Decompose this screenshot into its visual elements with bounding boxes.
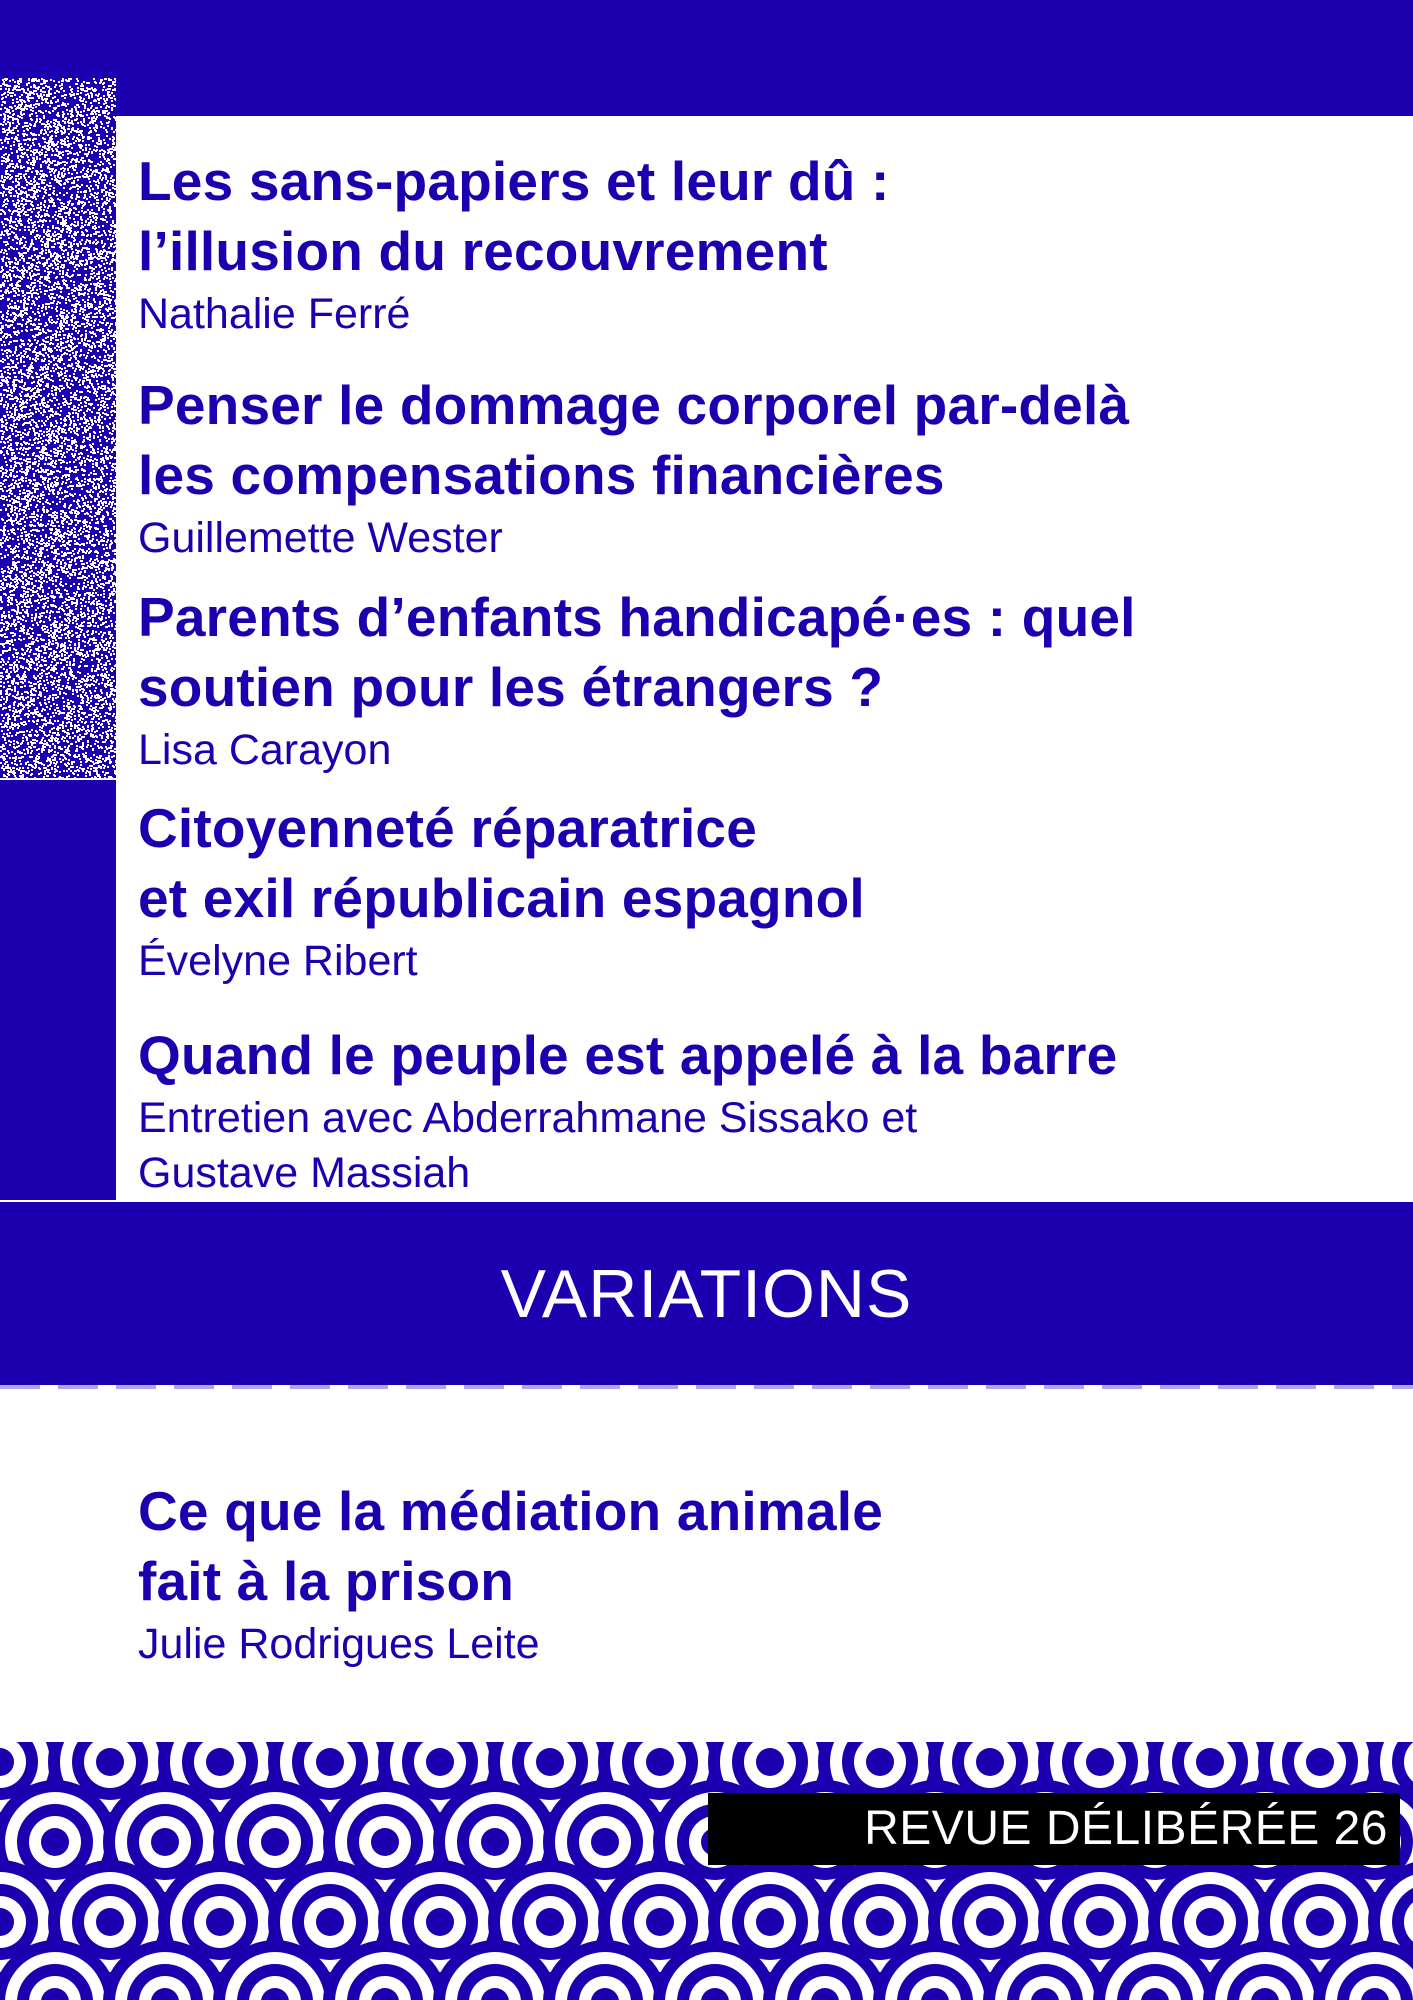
issue-label: REVUE DÉLIBÉRÉE 26 — [708, 1793, 1400, 1865]
noise-texture-strip — [0, 78, 116, 778]
article-title: Quand le peuple est appelé à la barre — [138, 1024, 1118, 1086]
article-author: Lisa Carayon — [138, 726, 392, 774]
article-title: Ce que la médiation animale fait à la prison — [138, 1480, 884, 1612]
article-author: Nathalie Ferré — [138, 290, 411, 338]
variation-article[interactable] — [138, 1476, 1338, 1672]
article-4[interactable] — [138, 793, 1338, 989]
section-band — [0, 1202, 1413, 1385]
section-label: VARIATIONS — [500, 1256, 913, 1332]
article-title: Penser le dommage corporel par-delà les compensations financières — [138, 374, 1130, 506]
left-blue-strip — [0, 780, 116, 1200]
article-2[interactable] — [138, 370, 1338, 566]
article-author: Entretien avec Abderrahmane Sissako et Gustave Massiah — [138, 1094, 918, 1197]
article-1[interactable] — [138, 146, 1338, 342]
article-author: Évelyne Ribert — [138, 937, 418, 985]
article-author: Guillemette Wester — [138, 514, 503, 562]
band-edge-texture — [0, 1385, 1413, 1389]
article-3[interactable] — [138, 582, 1338, 778]
top-blue-band — [0, 0, 1413, 116]
article-5[interactable] — [138, 1020, 1338, 1201]
article-title: Les sans-papiers et leur dû : l’illusion du recouvrement — [138, 150, 890, 282]
article-title: Citoyenneté réparatrice et exil républicain espagnol — [138, 797, 865, 929]
article-title: Parents d’enfants handicapé·es : quel soutien pour les étrangers ? — [138, 586, 1136, 718]
article-author: Julie Rodrigues Leite — [138, 1620, 540, 1668]
concentric-circles-pattern — [0, 1742, 1413, 2000]
